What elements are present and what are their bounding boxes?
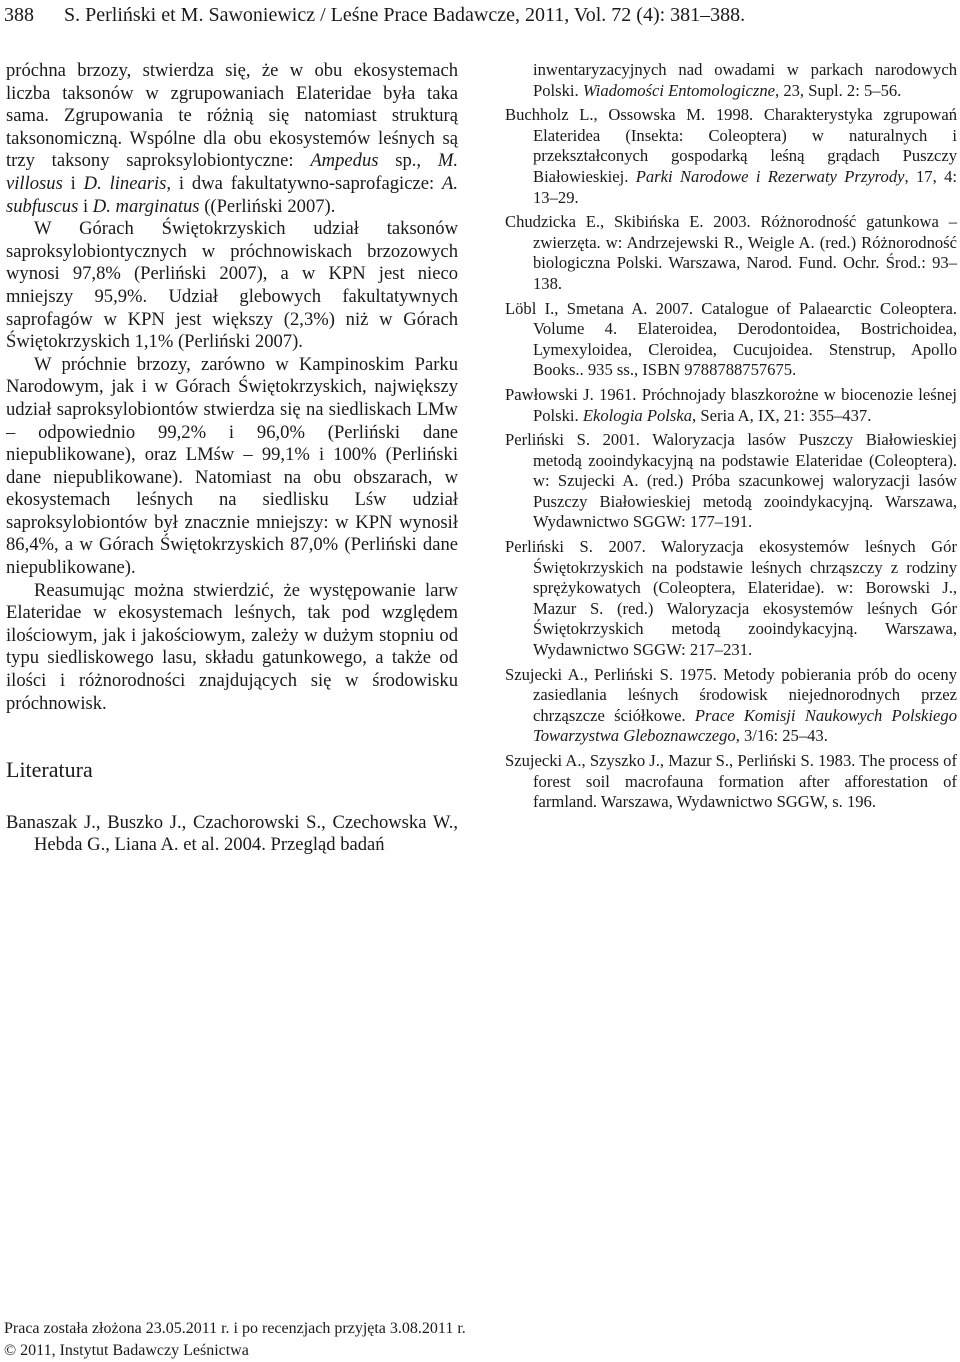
- reference-item: Perliński S. 2007. Waloryzacja ekosystemów leśnych Gór Świętokrzyskich na podstawie leśnych chrząszczy z rodziny sprężykowatych (Coleoptera, Elateridae). w: Borowski J., Mazur S. (red.) Waloryzacja ekosystemów leśnych Gór Świętokrzyskich metodą zooindykacyjną. Warszawa, Wydawnictwo SGGW: 217–231.: [505, 537, 957, 660]
- left-column: [6, 60, 458, 857]
- text-span: ((Perliński 2007).: [199, 195, 336, 217]
- literature-heading: Literatura: [6, 757, 93, 783]
- paragraph-1: [6, 60, 458, 218]
- text-span: próchna brzozy, stwierdza się, że w obu ekosystemach liczba taksonów w zgrupowaniach Elateridae była taka sama. Zgrupowania te różnią się natomiast strukturą taksonomiczną. Wspólne dla obu ekosystemów leśnych są trzy taksony saproksylobiontyczne:: [6, 60, 458, 172]
- reference-item: Perliński S. 2001. Waloryzacja lasów Puszczy Białowieskiej metodą zooindykacyjną na podstawie Elateridae (Coleoptera). w: Szujecki A. (red.) Próba szacunkowej waloryzacji lasów Puszczy Białowieskiej metodą zooindykacyjną. Warszawa, Wydawnictwo SGGW: 177–191.: [505, 430, 957, 532]
- text-span: inwentaryzacyjnych nad owadami w parkach narodowych Polski.: [533, 60, 957, 100]
- reference-item: [505, 665, 957, 747]
- paragraph-2: W Górach Świętokrzyskich udział taksonów saproksylobiontycznych w próchnowiskach brzozowych wynosi 97,8% (Perliński 2007), a w KPN jest nieco mniejszy 95,9%. Udział glebowych fakultatywnych saprofagów w KPN jest większy (2,3%) niż w Górach Świętokrzyskich 1,1% (Perliński 2007).: [6, 218, 458, 353]
- reference-item: Chudzicka E., Skibińska E. 2003. Różnorodność gatunkowa – zwierzęta. w: Andrzejewski R., Weigle A. (red.) Różnorodność biologiczna Polski. Warszawa, Narod. Fund. Ochr. Środ.: 93–138.: [505, 212, 957, 293]
- text-span: , 17, 4: 13–29.: [533, 166, 957, 207]
- species-name: M. villosus: [6, 150, 458, 194]
- article-footer: [4, 1318, 466, 1362]
- journal-title: Prace Komisji Naukowych Polskiego Towarzystwa Gleboznawczego: [533, 705, 957, 746]
- species-name: D. linearis,: [83, 172, 172, 194]
- journal-title: Ekologia Polska: [582, 405, 693, 425]
- reference-item: [505, 385, 957, 426]
- text-span: , Seria A, IX, 21: 355–437.: [692, 405, 872, 425]
- reference-item: Löbl I., Smetana A. 2007. Catalogue of Palaearctic Coleoptera. Volume 4. Elateroidea, Derodontoidea, Bostrichoidea, Lymexyloidea, Cleroidea, Cucujoidea. Stenstrup, Apollo Books.. 935 ss., ISBN 9788788757675.: [505, 298, 957, 380]
- copyright-note: © 2011, Instytut Badawczy Leśnictwa: [4, 1342, 249, 1359]
- running-title: S. Perliński et M. Sawoniewicz / Leśne Prace Badawcze, 2011, Vol. 72 (4): 381–388.: [64, 3, 746, 26]
- running-header: [4, 2, 944, 28]
- paragraph-3: W próchnie brzozy, zarówno w Kampinoskim Parku Narodowym, jak i w Górach Świętokrzyskich, największy udział saproksylobiontów stwierdza się na siedliskach LMw – odpowiednio 99,2% i 96,0% (Perliński dane niepublikowane), oraz LMśw – 99,1% i 100% (Perliński dane niepublikowane). Natomiast na obu obszarach, w ekosystemach leśnych na siedlisku Lśw udział saproksylobiontów był znacznie mniejszy: w KPN wynosił 86,4%, a w Górach Świętokrzyskich 87,0% (Perliński dane niepublikowane).: [6, 353, 458, 579]
- reference-continuation: [505, 60, 957, 101]
- text-span: Szujecki A., Perliński S. 1975. Metody pobierania prób do oceny zasiedlania leśnych środowisk niejednorodnych przez chrząszcze ściółkowe.: [505, 664, 957, 725]
- submission-note: Praca została złożona 23.05.2011 r. i po recenzjach przyjęta 3.08.2011 r.: [4, 1320, 466, 1337]
- text-span: Pawłowski J. 1961. Próchnojady blaszkorożne w biocenozie leśnej Polski.: [505, 384, 957, 425]
- journal-title: Wiadomości Entomologiczne: [582, 80, 776, 100]
- reference-item: Banaszak J., Buszko J., Czachorowski S., Czechowska W., Hebda G., Liana A. et al. 2004. Przegląd badań: [6, 811, 458, 856]
- reference-item: Szujecki A., Szyszko J., Mazur S., Perliński S. 1983. The process of forest soil macrofauna formation after afforestation of farmland. Warszawa, Wydawnictwo SGGW, s. 196.: [505, 751, 957, 812]
- reference-item: [505, 105, 957, 208]
- paragraph-4: Reasumując można stwierdzić, że występowanie larw Elateridae w ekosystemach leśnych, tak pod względem ilościowym, jak i jakościowym, zależy w dużym stopniu od typu siedliskowego lasu, składu gatunkowego, a także od ilości i różnorodności znajdujących się w środowisku próchnowisk.: [6, 579, 458, 714]
- text-span: , 3/16: 25–43.: [735, 726, 828, 746]
- text-span: i dwa fakultatywno-saprofagicze:: [171, 172, 442, 194]
- right-column: [505, 60, 957, 817]
- text-span: i: [62, 172, 84, 194]
- page-number: 388: [4, 3, 34, 26]
- text-span: i: [78, 195, 93, 217]
- species-name: D. marginatus: [92, 195, 200, 217]
- text-span: Buchholz L., Ossowska M. 1998. Charakterystyka zgrupowań Elateridea (Insekta: Coleoptera) w naturalnych i przekształconych gospodarką leśną grądach Puszczy Białowieskiej.: [505, 105, 957, 186]
- species-name: A. subfuscus: [6, 172, 458, 217]
- species-name: Ampedus: [310, 150, 379, 172]
- text-span: , 23, Supl. 2: 5–56.: [775, 80, 902, 100]
- text-span: sp.,: [378, 150, 438, 172]
- journal-title: Parki Narodowe i Rezerwaty Przyrody: [635, 166, 905, 186]
